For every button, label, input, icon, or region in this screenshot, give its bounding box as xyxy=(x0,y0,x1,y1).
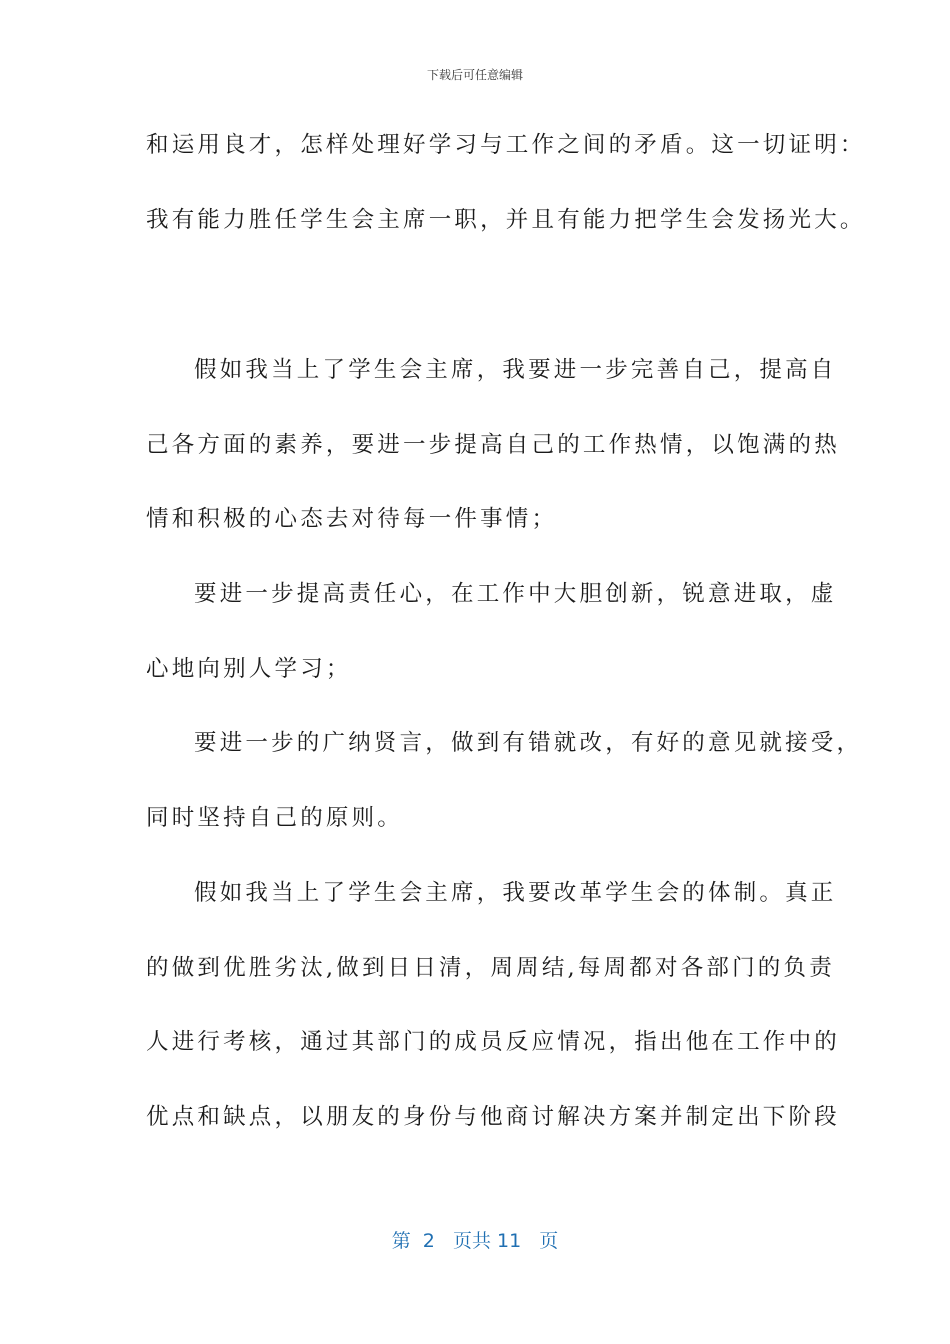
text-line: 和运用良才，怎样处理好学习与工作之间的矛盾。这一切证明： xyxy=(146,132,866,158)
text-line: 人进行考核，通过其部门的成员反应情况，指出他在工作中的 xyxy=(146,1029,840,1055)
paragraph-start-line: 假如我当上了学生会主席，我要改革学生会的体制。真正 xyxy=(194,880,837,906)
text-line: 心地向别人学习； xyxy=(146,656,352,682)
paragraph-start-line: 要进一步提高责任心，在工作中大胆创新，锐意进取，虚 xyxy=(194,581,837,607)
text-line: 优点和缺点，以朋友的身份与他商讨解决方案并制定出下阶段 xyxy=(146,1104,840,1130)
text-line: 的做到优胜劣汰,做到日日清，周周结,每周都对各部门的负责 xyxy=(146,955,835,981)
paragraph-start-line: 要进一步的广纳贤言，做到有错就改，有好的意见就接受， xyxy=(194,730,863,756)
page-number-footer: 第 2 页共 11 页 xyxy=(391,1230,559,1252)
header-note: 下载后可任意编辑 xyxy=(426,68,523,82)
paragraph-start-line: 假如我当上了学生会主席，我要进一步完善自己，提高自 xyxy=(194,357,837,383)
text-line: 情和积极的心态去对待每一件事情； xyxy=(146,506,558,532)
text-line: 我有能力胜任学生会主席一职，并且有能力把学生会发扬光大。 xyxy=(146,207,866,233)
text-line: 同时坚持自己的原则。 xyxy=(146,805,404,831)
text-line: 己各方面的素养，要进一步提高自己的工作热情，以饱满的热 xyxy=(146,432,840,458)
